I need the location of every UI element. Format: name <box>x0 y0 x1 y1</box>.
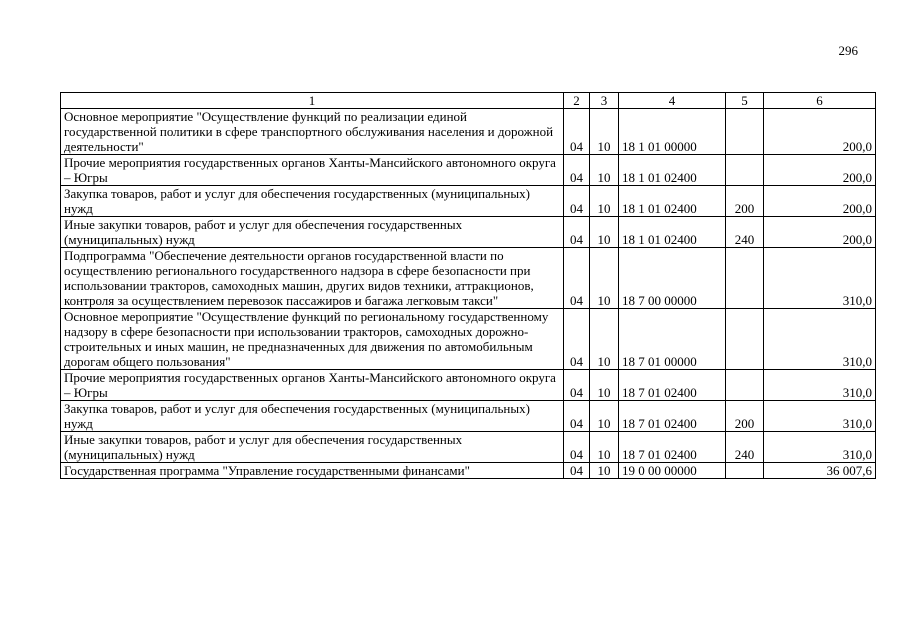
row-name: Закупка товаров, работ и услуг для обеспечения государственных (муниципальных) нужд <box>61 401 564 432</box>
column-header-amount: 6 <box>764 93 876 109</box>
table-row <box>61 186 876 217</box>
row-target-article: 18 1 01 00000 <box>619 109 726 155</box>
row-amount: 310,0 <box>764 432 876 463</box>
row-amount: 200,0 <box>764 109 876 155</box>
row-name: Основное мероприятие "Осуществление функций по реализации единой государственной политики в сфере транспортного обслуживания населения и дорожной деятельности" <box>61 109 564 155</box>
row-subsection: 10 <box>590 155 619 186</box>
column-header-expense-type: 5 <box>726 93 764 109</box>
row-expense-type <box>726 309 764 370</box>
row-section: 04 <box>564 109 590 155</box>
table-row <box>61 370 876 401</box>
column-header-section: 2 <box>564 93 590 109</box>
row-name: Иные закупки товаров, работ и услуг для обеспечения государственных (муниципальных) нужд <box>61 432 564 463</box>
row-subsection: 10 <box>590 463 619 479</box>
row-amount: 200,0 <box>764 217 876 248</box>
row-subsection: 10 <box>590 217 619 248</box>
header-row <box>61 93 876 109</box>
row-amount: 310,0 <box>764 309 876 370</box>
table-row <box>61 155 876 186</box>
row-amount: 200,0 <box>764 155 876 186</box>
row-expense-type: 240 <box>726 432 764 463</box>
row-expense-type <box>726 155 764 186</box>
table-row <box>61 217 876 248</box>
row-section: 04 <box>564 463 590 479</box>
row-expense-type: 200 <box>726 401 764 432</box>
row-expense-type <box>726 109 764 155</box>
row-name: Прочие мероприятия государственных органов Ханты-Мансийского автономного округа – Югры <box>61 370 564 401</box>
row-amount: 36 007,6 <box>764 463 876 479</box>
row-subsection: 10 <box>590 248 619 309</box>
row-section: 04 <box>564 186 590 217</box>
row-section: 04 <box>564 401 590 432</box>
row-name: Закупка товаров, работ и услуг для обеспечения государственных (муниципальных) нужд <box>61 186 564 217</box>
row-subsection: 10 <box>590 309 619 370</box>
row-section: 04 <box>564 432 590 463</box>
column-header-subsection: 3 <box>590 93 619 109</box>
row-amount: 200,0 <box>764 186 876 217</box>
row-amount: 310,0 <box>764 248 876 309</box>
column-header-target-article: 4 <box>619 93 726 109</box>
budget-table <box>60 92 876 479</box>
row-name: Подпрограмма "Обеспечение деятельности органов государственной власти по осуществлению регионального государственного надзора в сфере безопасности при использовании тракторов, самоходных машин, других видов техники, аттракционов, контроля за осуществлением перевозок пассажиров и багажа легковым такси" <box>61 248 564 309</box>
row-target-article: 18 1 01 02400 <box>619 186 726 217</box>
table-row <box>61 401 876 432</box>
row-amount: 310,0 <box>764 370 876 401</box>
row-name: Основное мероприятие "Осуществление функций по региональному государственному надзору в сфере безопасности при использовании тракторов, самоходных дорожно-строительных и иных машин, не предназначенных для движения по автомобильным дорогам общего пользования" <box>61 309 564 370</box>
row-expense-type <box>726 463 764 479</box>
row-expense-type <box>726 248 764 309</box>
row-target-article: 19 0 00 00000 <box>619 463 726 479</box>
row-name: Государственная программа "Управление государственными финансами" <box>61 463 564 479</box>
table-row <box>61 463 876 479</box>
row-name: Прочие мероприятия государственных органов Ханты-Мансийского автономного округа – Югры <box>61 155 564 186</box>
row-target-article: 18 7 01 02400 <box>619 401 726 432</box>
page-number: 296 <box>838 43 858 58</box>
row-section: 04 <box>564 155 590 186</box>
row-expense-type <box>726 370 764 401</box>
row-subsection: 10 <box>590 186 619 217</box>
table-row <box>61 248 876 309</box>
row-subsection: 10 <box>590 401 619 432</box>
row-target-article: 18 7 01 02400 <box>619 432 726 463</box>
row-target-article: 18 1 01 02400 <box>619 217 726 248</box>
row-section: 04 <box>564 217 590 248</box>
table-row <box>61 309 876 370</box>
row-subsection: 10 <box>590 109 619 155</box>
row-name: Иные закупки товаров, работ и услуг для обеспечения государственных (муниципальных) нужд <box>61 217 564 248</box>
row-expense-type: 200 <box>726 186 764 217</box>
column-header-name: 1 <box>61 93 564 109</box>
row-target-article: 18 7 01 02400 <box>619 370 726 401</box>
row-section: 04 <box>564 370 590 401</box>
row-subsection: 10 <box>590 370 619 401</box>
table-row <box>61 109 876 155</box>
row-target-article: 18 7 01 00000 <box>619 309 726 370</box>
row-section: 04 <box>564 309 590 370</box>
table-row <box>61 432 876 463</box>
row-amount: 310,0 <box>764 401 876 432</box>
row-subsection: 10 <box>590 432 619 463</box>
row-section: 04 <box>564 248 590 309</box>
row-target-article: 18 7 00 00000 <box>619 248 726 309</box>
row-target-article: 18 1 01 02400 <box>619 155 726 186</box>
row-expense-type: 240 <box>726 217 764 248</box>
